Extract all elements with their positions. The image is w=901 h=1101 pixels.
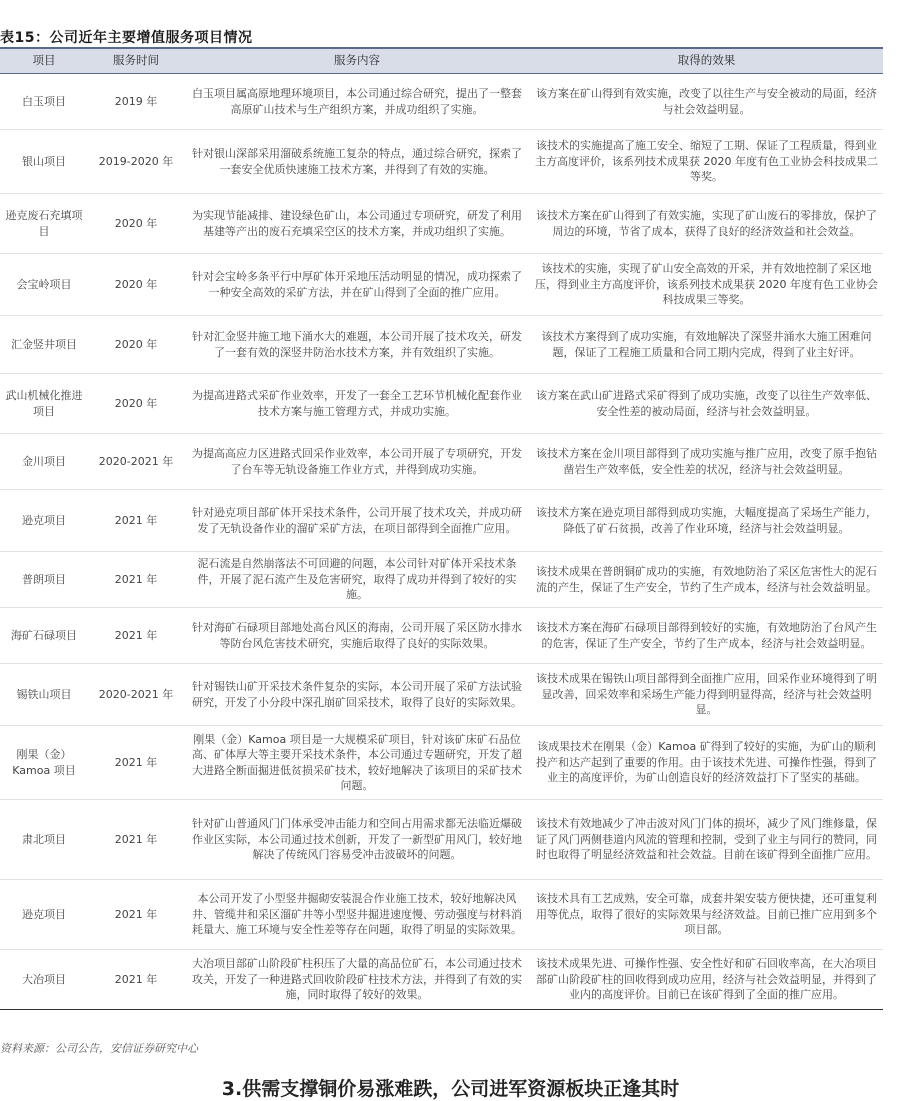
service-time-cell: 2020 年 [88,194,184,254]
service-time-cell: 2021 年 [88,880,184,950]
effect-cell: 该成果技术在刚果（金）Kamoa 矿得到了较好的实施，为矿山的顺利投产和达产起到了重要的作用。由于该技术先进、可操作性强，得到了业主的高度评价，为矿山创造良好的经济效益打下了坚实的基础。 [530,726,883,800]
source-note: 资料来源：公司公告，安信证券研究中心 [0,1042,198,1055]
table-row [0,74,883,130]
table-row [0,664,883,726]
service-content-cell: 针对矿山普通风门门体承受冲击能力和空间占用需求都无法临近爆破作业区实际，本公司通过技术创新，开发了一新型矿用风门，较好地解决了传统风门容易受冲击波破坏的问题。 [184,800,530,880]
table-row [0,316,883,374]
project-name-cell: 会宝岭项目 [0,254,88,316]
service-content-cell: 针对锡铁山矿开采技术条件复杂的实际，本公司开展了采矿方法试验研究，开发了小分段中深孔崩矿回采技术，取得了良好的实际效果。 [184,664,530,726]
table-header-row [0,48,883,74]
effect-cell: 该技术方案在矿山得到了有效实施，实现了矿山废石的零排放，保护了周边的环境，节省了成本，获得了良好的经济效益和社会效益。 [530,194,883,254]
service-time-cell: 2021 年 [88,726,184,800]
table-title: 表15：公司近年主要增值服务项目情况 [0,30,253,46]
effect-cell: 该技术的实施提高了施工安全、缩短了工期、保证了工程质量，得到业主方高度评价，该系列技术成果获 2020 年度有色工业协会科技成果二等奖。 [530,130,883,194]
service-time-cell: 2020-2021 年 [88,664,184,726]
service-time-cell: 2021 年 [88,552,184,608]
effect-cell: 该技术的实施，实现了矿山安全高效的开采，并有效地控制了采区地压，得到业主方高度评价，该系列技术成果获 2020 年度有色工业协会科技成果三等奖。 [530,254,883,316]
project-name-cell: 金川项目 [0,434,88,490]
project-name-cell: 逊克废石充填项目 [0,194,88,254]
effect-cell: 该技术成果在锡铁山项目部得到全面推广应用，回采作业环境得到了明显改善，回采效率和采场生产能力得到明显得高，经济与社会效益明显。 [530,664,883,726]
service-content-cell: 针对海矿石碌项目部地处高台风区的海南，公司开展了采区防水排水等防台风危害技术研究，实施后取得了良好的实际效果。 [184,608,530,664]
table-row [0,434,883,490]
value-added-services-table [0,47,883,1010]
service-content-cell: 针对银山深部采用溜破系统施工复杂的特点，通过综合研究，探索了一套安全优质快速施工技术方案，并得到了有效的实施。 [184,130,530,194]
column-header-effect: 取得的效果 [530,48,883,74]
project-name-cell: 普朗项目 [0,552,88,608]
project-name-cell: 银山项目 [0,130,88,194]
column-header-project: 项目 [0,48,88,74]
effect-cell: 该技术成果在普朗铜矿成功的实施，有效地防治了采区危害性大的泥石流的产生，保证了生产安全，节约了生产成本，经济与社会效益明显。 [530,552,883,608]
service-time-cell: 2019-2020 年 [88,130,184,194]
effect-cell: 该技术方案在逊克项目部得到成功实施，大幅度提高了采场生产能力，降低了矿石贫损，改善了作业环境，经济与社会效益明显。 [530,490,883,552]
effect-cell: 该技术具有工艺成熟，安全可靠，成套井架安装方便快捷，还可重复利用等优点，取得了很好的实际效果与经济效益。目前已推广应用到多个项目部。 [530,880,883,950]
effect-cell: 该技术方案在金川项目部得到了成功实施与推广应用，改变了原手抱钻凿岩生产效率低，安全性差的状况，经济与社会效益明显。 [530,434,883,490]
effect-cell: 该技术成果先进、可操作性强、安全性好和矿石回收率高，在大冶项目部矿山阶段矿柱的回收得到成功应用，经济与社会效益明显，并得到了业内的高度评价。目前已在该矿得到了全面的推广应用。 [530,950,883,1010]
table-row [0,608,883,664]
table-row [0,552,883,608]
service-content-cell: 针对汇金竖井施工地下涌水大的难题，本公司开展了技术攻关，研发了一套有效的深竖井防治水技术方案，并有效组织了实施。 [184,316,530,374]
project-name-cell: 逊克项目 [0,880,88,950]
service-content-cell: 刚果（金）Kamoa 项目是一大规模采矿项目，针对该矿床矿石品位高、矿体厚大等主要开采技术条件，本公司通过专题研究，开发了超大进路全断面掘进低贫损采矿技术，较好地解决了该项目的采矿技术问题。 [184,726,530,800]
table-row [0,254,883,316]
service-time-cell: 2021 年 [88,950,184,1010]
cropped-previous-text [0,0,901,6]
project-name-cell: 刚果（金）Kamoa 项目 [0,726,88,800]
service-content-cell: 针对会宝岭多条平行中厚矿体开采地压活动明显的情况，成功探索了一种安全高效的采矿方法，并在矿山得到了全面的推广应用。 [184,254,530,316]
table-row [0,374,883,434]
service-content-cell: 白玉项目属高原地理环境项目，本公司通过综合研究，提出了一整套高原矿山技术与生产组织方案，并成功组织了实施。 [184,74,530,130]
service-content-cell: 泥石流是自然崩落法不可回避的问题，本公司针对矿体开采技术条件，开展了泥石流产生及危害研究，取得了成功并得到了较好的实施。 [184,552,530,608]
service-content-cell: 为实现节能减排、建设绿色矿山，本公司通过专项研究，研发了利用基建等产出的废石充填采空区的技术方案，并成功组织了实施。 [184,194,530,254]
service-content-cell: 为提高进路式采矿作业效率，开发了一套全工艺环节机械化配套作业技术方案与施工管理方式，并成功实施。 [184,374,530,434]
project-name-cell: 汇金竖井项目 [0,316,88,374]
table-row [0,880,883,950]
effect-cell: 该技术方案在海矿石碌项目部得到较好的实施，有效地防治了台风产生的危害，保证了生产安全，节约了生产成本，经济与社会效益明显。 [530,608,883,664]
project-name-cell: 大冶项目 [0,950,88,1010]
service-time-cell: 2020 年 [88,374,184,434]
service-time-cell: 2019 年 [88,74,184,130]
service-time-cell: 2020 年 [88,316,184,374]
table-row [0,950,883,1010]
service-time-cell: 2021 年 [88,490,184,552]
effect-cell: 该方案在武山矿进路式采矿得到了成功实施，改变了以往生产效率低、安全性差的被动局面，经济与社会效益明显。 [530,374,883,434]
service-time-cell: 2021 年 [88,800,184,880]
service-content-cell: 为提高高应力区进路式回采作业效率，本公司开展了专项研究，开发了台车等无轨设备施工作业方式，并得到成功实施。 [184,434,530,490]
project-name-cell: 白玉项目 [0,74,88,130]
table-row [0,726,883,800]
effect-cell: 该方案在矿山得到有效实施，改变了以往生产与安全被动的局面，经济与社会效益明显。 [530,74,883,130]
effect-cell: 该技术有效地减少了冲击波对风门门体的损坏，减少了风门维修量，保证了风门两侧巷道内风流的管理和控制，受到了业主与同行的赞同，同时也取得了明显经济效益和社会效益。目前在该矿得到全面推广应用。 [530,800,883,880]
project-name-cell: 武山机械化推进项目 [0,374,88,434]
table-row [0,194,883,254]
section-heading: 3.供需支撑铜价易涨难跌，公司进军资源板块正逢其时 [221,1078,680,1100]
table-body [0,74,883,1010]
service-content-cell: 本公司开发了小型竖井掘砌安装混合作业施工技术，较好地解决风井、管缆井和采区溜矿井等小型竖井掘进速度慢、劳动强度与材料消耗量大、施工环境与安全性差等存在问题，取得了明显的实际效果。 [184,880,530,950]
service-content-cell: 大冶项目部矿山阶段矿柱积压了大量的高品位矿石，本公司通过技术攻关，开发了一种进路式回收阶段矿柱技术方法，并得到了有效的实施，同时取得了较好的效果。 [184,950,530,1010]
table-row [0,130,883,194]
service-time-cell: 2020 年 [88,254,184,316]
effect-cell: 该技术方案得到了成功实施，有效地解决了深竖井涌水大施工困难问题，保证了工程施工质量和合同工期内完成，得到了业主好评。 [530,316,883,374]
table-row [0,490,883,552]
service-time-cell: 2021 年 [88,608,184,664]
service-content-cell: 针对逊克项目部矿体开采技术条件，公司开展了技术攻关，并成功研发了无轨设备作业的溜矿采矿方法，在项目部得到全面推广应用。 [184,490,530,552]
column-header-time: 服务时间 [88,48,184,74]
project-name-cell: 逊克项目 [0,490,88,552]
column-header-content: 服务内容 [184,48,530,74]
project-name-cell: 锡铁山项目 [0,664,88,726]
table-row [0,800,883,880]
service-time-cell: 2020-2021 年 [88,434,184,490]
project-name-cell: 海矿石碌项目 [0,608,88,664]
project-name-cell: 肃北项目 [0,800,88,880]
